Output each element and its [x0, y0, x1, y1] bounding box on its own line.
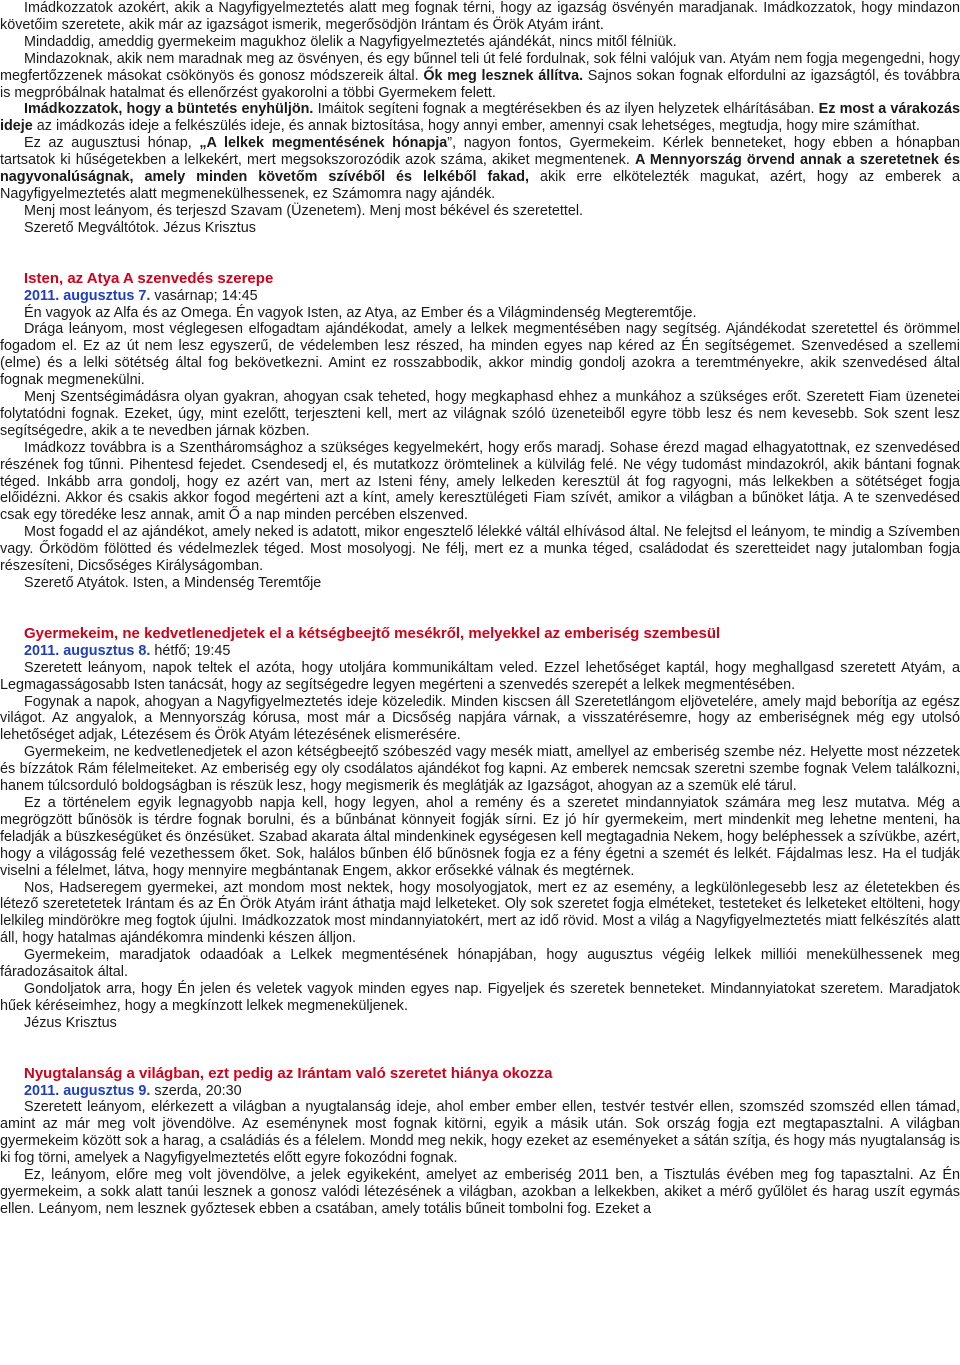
paragraph: Szeretett leányom, elérkezett a világban a nyugtalanság ideje, ahol ember ember ellen, testvér testvér ellen, szomszéd szomszéd ellen támad, amint az már meg volt jövendölve. Az eseménynek most fognak kitörni, egyik a másik után. Sok ország fogja ezt megtapasztalni. A világban gyermekeim között sok a harag, a családiás és a félelem. Mondd meg nekik, hogy ezeket az eseményeket a sátán szítja, és hogy más nyugtalanság is ki fog törni, amelyek a Nagyfigyelmeztetés előtt egyre fokozódni fognak. [0, 1099, 960, 1167]
dateline [0, 288, 960, 305]
paragraph: Menj Szentségimádásra olyan gyakran, ahogyan csak teheted, hogy megkaphasd ehhez a munkához a szükséges erőt. Szeretett Fiam üzenetei folytatódni fognak. Ezeket, úgy, mint ezelőtt, terjeszteni kell, mert az világnak szóló üzeneteiből egyre több lesz és nem kevesebb. Sok szent lesz segítségedre, akik a te nevedben járnak közben. [0, 389, 960, 439]
paragraph: Ez, leányom, előre meg volt jövendölve, a jelek egyikeként, amelyet az emberiség 2011 ben, a Tisztulás évében meg fog tapasztalni. Az Én gyermekeim, a sokk alatt tanúi lesznek a gonosz valódi létezésének a világban, azokban a lelkekben, akiket a mérő gyűlölet és harag uszít egymás ellen. Leányom, nem lesznek győztesek ebben a csatában, amely totális bűneit tombolni fog. Ezeket a [0, 1167, 960, 1217]
bold-phrase: Ők meg lesznek állítva. [423, 67, 584, 84]
paragraph: Én vagyok az Alfa és az Omega. Én vagyok Isten, az Atya, az Ember és a Világmindenség Megteremtője. [24, 304, 697, 321]
paragraph: Imádkozzatok, hogy a büntetés enyhüljön. Imáitok segíteni fognak a megtérésekben és az ilyen helyzetek elhárításában. Ez most a várakozás ideje az imádkozás ideje a felkészülés ideje, és annak biztosítása, hogy annyi ember, amennyi csak lehetséges, megtudja, hogy mire számíthat. [0, 101, 960, 135]
dateline [0, 643, 960, 660]
message-date: 2011. augusztus 9. [24, 1082, 151, 1099]
section-body [0, 1099, 960, 1217]
bold-phrase: Ez most a várakozás ideje [0, 101, 960, 135]
paragraph: Mindaddig, ameddig gyermekeim magukhoz ölelik a Nagyfigyelmeztetés ajándékát, nincs mitől félniük. [24, 33, 677, 50]
paragraph: Fogynak a napok, ahogyan a Nagyfigyelmeztetés ideje közeledik. Minden kiscsen áll Szeretetlángom eljövetelére, amely majd beborítja az egész világot. Az angyalok, a Mennyország kórusa, most már a Dicsőség napjára várnak, a visszatérésemre, hogy az emberiségnek még egy utolsó lehetőséget adjak, Létezésem és Örök Atyám létezésének elismerésére. [0, 693, 960, 744]
paragraph: Jézus Krisztus [24, 1014, 117, 1031]
message-time: vasárnap; 14:45 [154, 287, 258, 304]
section-title: Nyugtalanság a világban, ezt pedig az Irántam való szeretet hiánya okozza [24, 1064, 553, 1082]
bold-phrase: „A lelkek megmentésének hónapja [199, 135, 448, 152]
paragraph: Szeretett leányom, napok teltek el azóta, hogy utoljára kommunikáltam veled. Ezzel lehetőséget kaptál, hogy meghallgasd szeretett Atyám, a Legmagasságosabb Isten tanácsát, hogy az segítségedre legyen megérteni a szenvedés szerepét a lelkek megmentésében. [0, 659, 960, 693]
paragraph: Ez a történelem egyik legnagyobb napja kell, hogy legyen, ahol a remény és a szeretet mindannyiatok számára meg lesz mutatva. Még a megrögzött bűnösök is térdre fognak borulni, és a bűnbánat könnyeit fogják sírni. Ez jó hír gyermekeim, mert mindenkit meg lehetne menteni, ha feladják a büszkeségüket és önzésüket. Szabad akarata által mindenkinek egységesen kell megtagadnia Nekem, hogy beléphessek a szívükbe, azért, hogy a világosság felé vezethessem őket. Sok, halálos bűnben élő bűnösnek fogja ez a fény égetni a szemét és lelkét. Fájdalmas lesz. Ha el tudják viselni a félelmet, látva, hogy mennyire megbántanak Engem, akkor erősekké válnak és megtérnek. [0, 794, 960, 879]
paragraph: Szerető Atyátok. Isten, a Mindenség Teremtője [24, 575, 322, 591]
paragraph: Nos, Hadseregem gyermekei, azt mondom most nektek, hogy mosolyogjatok, mert ez az esemény, a legkülönlegesebb lesz az életetekben és létező szeretetetek Irántam és az Én Örök Atyám iránt áthatja majd lelketeket. Oly sok szeretet fogja elméteket, testeteket és lelketeket eltölteni, hogy lelkileg mindörökre meg fogtok újulni. Imádkozzatok most mindannyiatokért, mert az idő rövid. Most a világ a Nagyfigyelmeztetés miatt felkészítés alatt áll, hogy hatalmas ajándékomra mindenki készen álljon. [0, 879, 960, 947]
paragraph: Imádkozzatok azokért, akik a Nagyfigyelmeztetés alatt meg fognak térni, hogy az igazság ösvényén maradjanak. Imádkozzatok, hogy mindazon követőim szeretete, akik már az igazságot ismerik, megerősödjön Irántam és Örök Atyám iránt. [0, 0, 960, 33]
paragraph: Gondoljatok arra, hogy Én jelen és veletek vagyok minden egyes nap. Figyeljek és szeretek benneteket. Mindannyiatokat szeretem. Maradjatok hűek kéréseimhez, hogy a megkínzott lelkek megmeneküljenek. [0, 980, 960, 1014]
paragraph: Gyermekeim, maradjatok odaadóak a Lelkek megmentésének hónapjában, hogy augusztus végéig lelkek milliói menekülhessenek meg fáradozásaitok által. [0, 947, 960, 981]
message-date: 2011. augusztus 7. [24, 287, 151, 304]
paragraph: Gyermekeim, ne kedvetlenedjetek el azon kétségbeejtő szóbeszéd vagy mesék miatt, amellyel az emberiség szembe néz. Helyette most nézzetek és bízzátok Rám félelmeiteket. Az emberiség egy oly csodálatos ajándékot fog kapni. Az emberek nemcsak szeretni szembe fognak Velem találkozni, hanem túlcsorduló boldogságban is részük lesz, hogy megismerik és meglátják az Igazságot, ahogyan az a szemük elé tárul. [0, 744, 960, 795]
dateline [0, 1083, 960, 1100]
section-body [0, 305, 960, 592]
bold-phrase: A Mennyország örvend annak a szeretetnek és nagyvonalúságnak, amely minden követőm szívéből és lelkéből fakad, [0, 152, 960, 186]
section-title: Isten, az Atya A szenvedés szerepe [24, 269, 274, 287]
signature: Szerető Megváltótok. Jézus Krisztus [24, 219, 256, 236]
section-body [0, 660, 960, 1032]
paragraph: Drága leányom, most véglegesen elfogadtam ajándékodat, amely a lelkek megmentésében nagy segítség. Ajándékodat szeretettel és örömmel fogadom el. Ez az út nem lesz egyszerű, de védelemben lesz részed, ha minden egyes nap kéred az Én segítségemet. Szenvedésed a szellemi (elme) és a lelki sötétség által fog bekövetkezni. Amint ez rosszabbodik, akkor mindig gondolj azokra a teremtményekre, akik szenvedésed által fognak megmenekülni. [0, 321, 960, 389]
section-title: Gyermekeim, ne kedvetlenedjetek el a kétségbeejtő mesékről, melyekkel az emberiség szembesül [24, 624, 721, 642]
paragraph: Menj most leányom, és terjeszd Szavam (Üzenetem). Menj most békével és szeretettel. [24, 202, 584, 219]
paragraph: Mindazoknak, akik nem maradnak meg az ösvényen, és egy bűnnel teli út felé fordulnak, sok félni valójuk van. Atyám nem fogja megengedni, hogy megfertőzzenek másokat csökönyös és gonosz módszereik által. Ők meg lesznek állítva. Sajnos sokan fognak elfordulni az igazságtól, és továbbra is megpróbálnak hatalmat és ellenőrzést gyakorolni a többi Gyermekem felett. [0, 50, 960, 101]
paragraph: Most fogadd el az ajándékot, amely neked is adatott, mikor engesztelő lélekké váltál elhívásod által. Ne felejtsd el leányom, te mindig a Szívemben vagy. Őrködöm fölötted és védelmezlek téged. Most mosolyogj. Ne félj, mert ez a munka téged, családodat és szeretteidet nagy jutalomban fogja részesíteni, Dicsőséges Királyságomban. [0, 524, 960, 575]
message-time: szerda, 20:30 [154, 1082, 242, 1099]
bold-phrase: Imádkozzatok, hogy a büntetés enyhüljön. [24, 101, 314, 118]
message-date: 2011. augusztus 8. [24, 642, 151, 659]
paragraph: Imádkozz továbbra is a Szentháromsághoz a szükséges kegyelmekért, hogy erős maradj. Sohase érezd magad elhagyatottnak, ez szenvedésed részének fog tűnni. Pihentesd fejedet. Csendesedj el, és mutatkozz örömtelinek a külvilág felé. Ne végy tudomást mindazokról, akik bántani fognak téged. Inkább arra gondolj, hogy ez azért van, mert az Isteni fény, amely lelkeden keresztül át fog ragyogni, más lelkekben a sötétséget fogja előidézni. Akkor és csakis akkor fogod megérteni azt a kínt, amely keresztülégeti Fiam szívét, amikor a világban a bűnöket látja. A te szenvedésed csak egy töredéke lesz annak, amit Ő a nap minden percében elszenved. [0, 439, 960, 524]
paragraph: Ez az augusztusi hónap, „A lelkek megmentésének hónapja”, nagyon fontos, Gyermekeim. Kérlek benneteket, hogy ebben a hónapban tartsatok ki hűségetekben a lelkekért, mert megsokszorozódik azok száma, akiket megmentenek. A Mennyország örvend annak a szeretetnek és nagyvonalúságnak, amely minden követőm szívéből és lelkéből fakad, akik erre elkötelezték magukat, azért, hogy az emberek a Nagyfigyelmeztetés alatt megmenekülhessenek, ez Számomra nagy ajándék. [0, 135, 960, 202]
message-time: hétfő; 19:45 [154, 642, 231, 659]
